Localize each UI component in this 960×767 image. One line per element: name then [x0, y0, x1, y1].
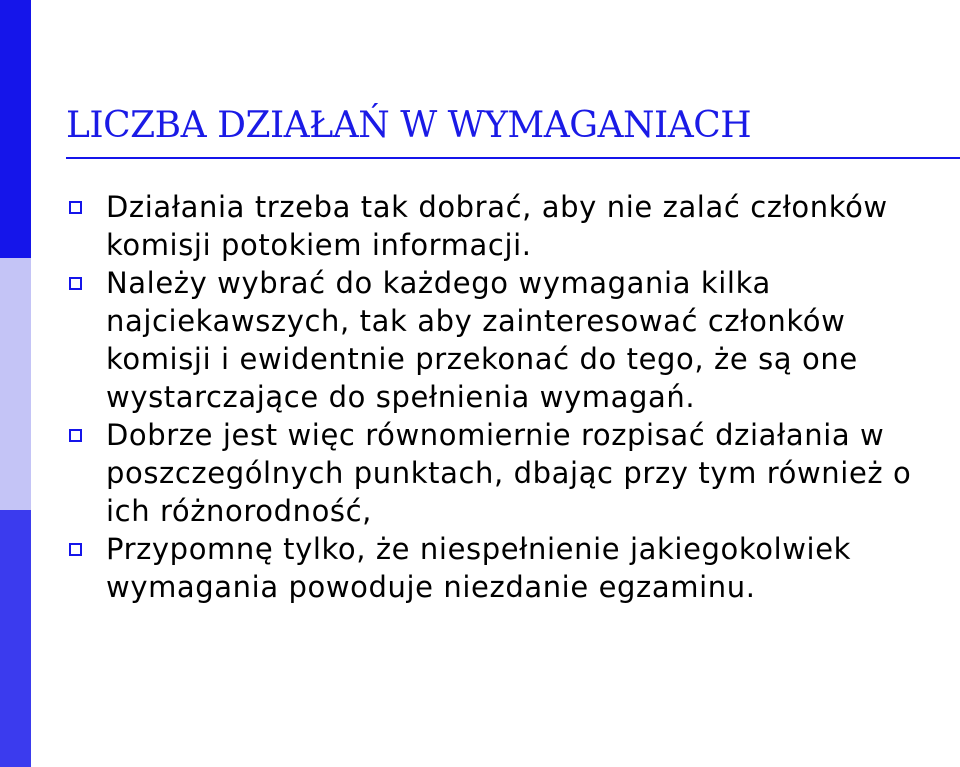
side-bar-middle-segment — [0, 258, 31, 510]
bullet-item — [66, 530, 958, 606]
slide-title: LICZBA DZIAŁAŃ W WYMAGANIACH — [66, 105, 752, 146]
bullet-text: Działania trzeba tak dobrać, aby nie zalać członków komisji potokiem informacji. — [106, 190, 888, 262]
bullet-item — [66, 188, 958, 264]
bullet-text: Dobrze jest więc równomiernie rozpisać działania w poszczególnych punktach, dbając przy tym również o ich różnorodność, — [106, 418, 912, 528]
side-bar-top-segment — [0, 0, 31, 258]
bullet-item — [66, 416, 958, 530]
title-underline — [66, 157, 960, 159]
bullet-text: Przypomnę tylko, że niespełnienie jakiegokolwiek wymagania powoduje niezdanie egzaminu. — [106, 532, 852, 604]
hollow-square-bullet-icon — [69, 201, 82, 214]
hollow-square-bullet-icon — [69, 543, 82, 556]
bullet-item — [66, 264, 958, 416]
hollow-square-bullet-icon — [69, 277, 82, 290]
bullet-text: Należy wybrać do każdego wymagania kilka najciekawszych, tak aby zainteresować członków komisji i ewidentnie przekonać do tego, że są one wystarczające do spełnienia wymagań. — [106, 266, 858, 414]
side-bar-bottom-segment — [0, 510, 31, 767]
bullet-list — [66, 188, 958, 606]
hollow-square-bullet-icon — [69, 429, 82, 442]
